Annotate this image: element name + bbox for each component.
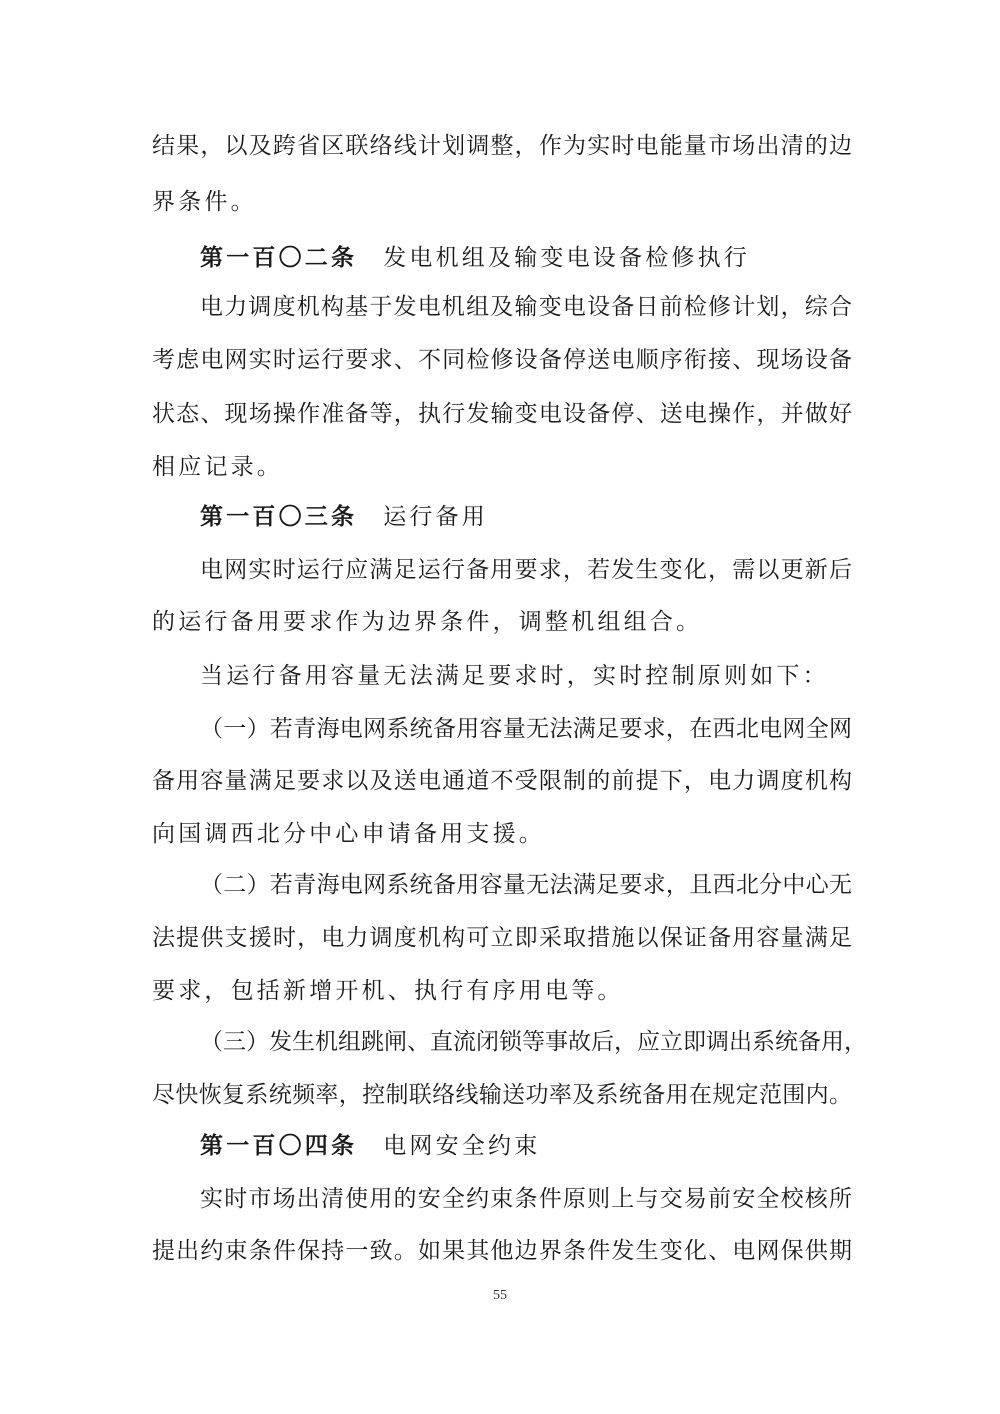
- article-heading: [200, 243, 852, 273]
- paragraph-line: 提出约束条件保持一致。如果其他边界条件发生变化、电网保供期: [152, 1238, 852, 1264]
- paragraph-line: 的运行备用要求作为边界条件，调整机组组合。: [152, 609, 703, 635]
- article-heading: [200, 502, 852, 532]
- paragraph-line: 当运行备用容量无法满足要求时，实时控制原则如下：: [200, 663, 829, 689]
- article-title: 发电机组及输变电设备检修执行: [383, 245, 751, 271]
- paragraph-line: （二）若青海电网系统备用容量无法满足要求，且西北分中心无: [200, 872, 852, 898]
- paragraph-line: 要求，包括新增开机、执行有序用电等。: [152, 978, 624, 1004]
- paragraph-line: 向国调西北分中心申请备用支援。: [152, 821, 545, 847]
- paragraph-line: 考虑电网实时运行要求、不同检修设备停送电顺序衔接、现场设备: [152, 347, 852, 373]
- paragraph-line: 备用容量满足要求以及送电通道不受限制的前提下，电力调度机构: [152, 768, 852, 794]
- paragraph-line: 界条件。: [152, 189, 257, 215]
- article-number: 第一百〇二条: [200, 244, 358, 271]
- paragraph-line: 尽快恢复系统频率，控制联络线输送功率及系统备用在规定范围内。: [152, 1082, 852, 1108]
- paragraph-line: 结果，以及跨省区联络线计划调整，作为实时电能量市场出清的边: [152, 133, 852, 159]
- paragraph-line: 电网实时运行应满足运行备用要求，若发生变化，需以更新后: [200, 557, 852, 583]
- article-title: 电网安全约束: [383, 1133, 541, 1159]
- article-number: 第一百〇四条: [200, 1132, 358, 1159]
- article-heading: [200, 1131, 852, 1161]
- paragraph-line: 实时市场出清使用的安全约束条件原则上与交易前安全校核所: [200, 1186, 852, 1212]
- page-number: 55: [493, 1288, 507, 1303]
- paragraph-line: 电力调度机构基于发电机组及输变电设备日前检修计划，综合: [200, 294, 852, 320]
- article-number: 第一百〇三条: [200, 503, 358, 530]
- paragraph-line: （三）发生机组跳闸、直流闭锁等事故后，应立即调出系统备用，: [200, 1029, 867, 1055]
- paragraph-line: （一）若青海电网系统备用容量无法满足要求，在西北电网全网: [200, 716, 852, 742]
- paragraph-line: 状态、现场操作准备等，执行发输变电设备停、送电操作，并做好: [152, 401, 852, 427]
- article-title: 运行备用: [383, 504, 489, 530]
- paragraph-line: 法提供支援时，电力调度机构可立即采取措施以保证备用容量满足: [152, 925, 852, 951]
- paragraph-line: 相应记录。: [152, 454, 283, 480]
